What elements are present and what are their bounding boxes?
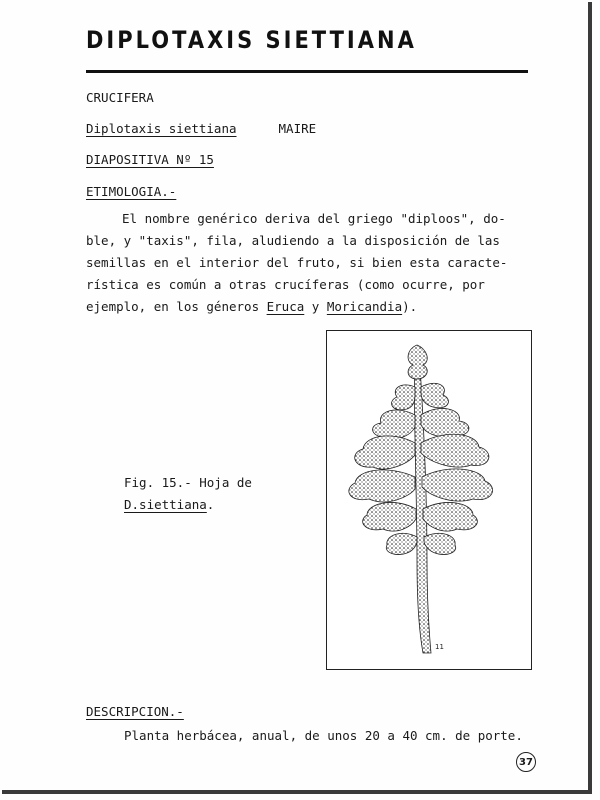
etymology-text: y [304, 299, 327, 314]
genus-moricandia: Moricandia [326, 299, 403, 314]
etymology-line: El nombre genérico deriva del griego "diploos", do- [122, 211, 506, 226]
species-name: Diplotaxis siettiana [86, 121, 237, 136]
page-title: DIPLOTAXIS SIETTIANA [86, 26, 417, 54]
figure-label: 11 [435, 643, 444, 651]
caption-text: . [206, 497, 215, 512]
slide-label: DIAPOSITIVA Nº 15 [86, 152, 214, 167]
caption-line-2 [124, 494, 252, 516]
etymology-line: ble, y "taxis", fila, aludiendo a la disposición de las [86, 233, 500, 248]
caption-species: D.siettiana [124, 497, 207, 512]
etymology-text: ). [402, 299, 418, 314]
title-rule [86, 70, 528, 73]
figure-frame [326, 330, 532, 670]
leaf-illustration [327, 331, 533, 671]
figure-caption [124, 472, 252, 516]
species-line [86, 121, 316, 136]
genus-eruca: Eruca [266, 299, 305, 314]
page-number-badge: 37 [516, 752, 536, 772]
family-label: CRUCIFERA [86, 90, 154, 105]
etymology-heading: ETIMOLOGIA.- [86, 184, 177, 199]
etymology-text: ejemplo, en los géneros [86, 299, 267, 314]
etymology-line: semillas en el interior del fruto, si bien esta caracte- [86, 255, 508, 270]
etymology-last-line [86, 296, 526, 318]
description-text: Planta herbácea, anual, de unos 20 a 40 cm. de porte. [124, 728, 523, 743]
etymology-paragraph [86, 208, 526, 318]
caption-line: Fig. 15.- Hoja de [124, 475, 252, 490]
species-author: MAIRE [278, 121, 317, 136]
description-heading: DESCRIPCION.- [86, 704, 184, 719]
etymology-line: rística es común a otras crucíferas (como ocurre, por [86, 277, 485, 292]
